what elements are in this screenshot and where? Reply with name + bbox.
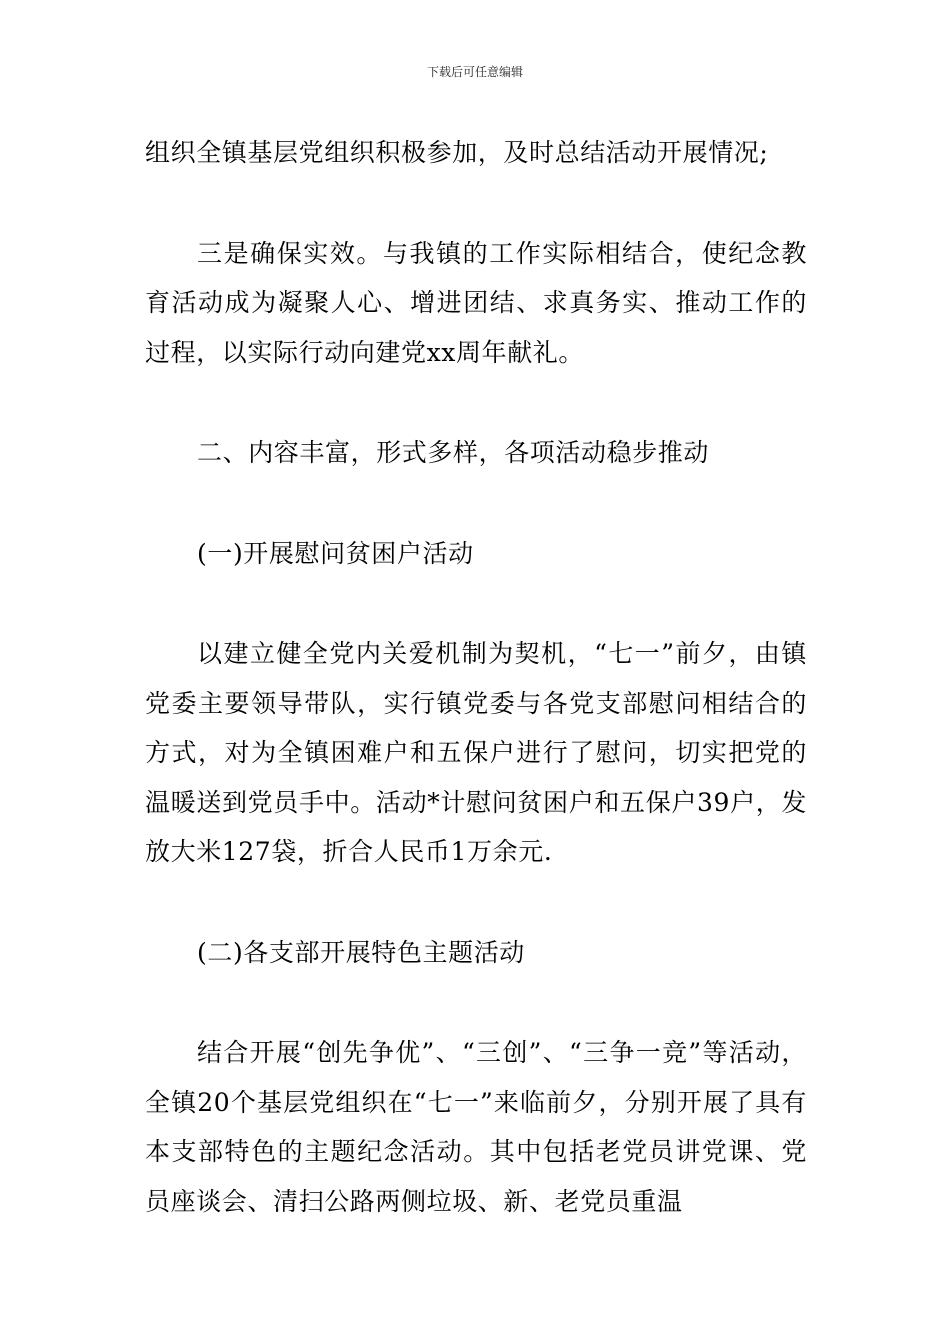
subsection-heading-one: (一)开展慰问贫困户活动 <box>197 538 474 568</box>
paragraph-visits: 以建立健全党内关爱机制为契机，“七一”前夕，由镇党委主要领导带队，实行镇党委与各党支部慰问相结合的方式，对为全镇困难户和五保户进行了慰问，切实把党的温暖送到党员手中。活动*计慰问贫困户和五保户39户，发放大米127袋，折合人民币1万余元. <box>145 639 807 866</box>
paragraph-ensure-effect: 三是确保实效。与我镇的工作实际相结合，使纪念教育活动成为凝聚人心、增进团结、求真务实、推动工作的过程，以实际行动向建党xx周年献礼。 <box>145 238 807 367</box>
paragraph-continuation: 组织全镇基层党组织积极参加，及时总结活动开展情况; <box>145 138 769 167</box>
header-note: 下载后可任意编辑 <box>426 65 523 79</box>
section-heading-two: 二、内容丰富，形式多样，各项活动稳步推动 <box>197 438 710 467</box>
subsection-heading-two: (二)各支部开展特色主题活动 <box>197 937 525 967</box>
document-body <box>145 128 807 1226</box>
paragraph-themed-activities: 结合开展“创先争优”、“三创”、“三争一竞”等活动，全镇20个基层党组织在“七一”来临前夕，分别开展了具有本支部特色的主题纪念活动。其中包括老党员讲党课、党员座谈会、清扫公路两侧垃圾、新、老党员重温 <box>145 1038 807 1216</box>
